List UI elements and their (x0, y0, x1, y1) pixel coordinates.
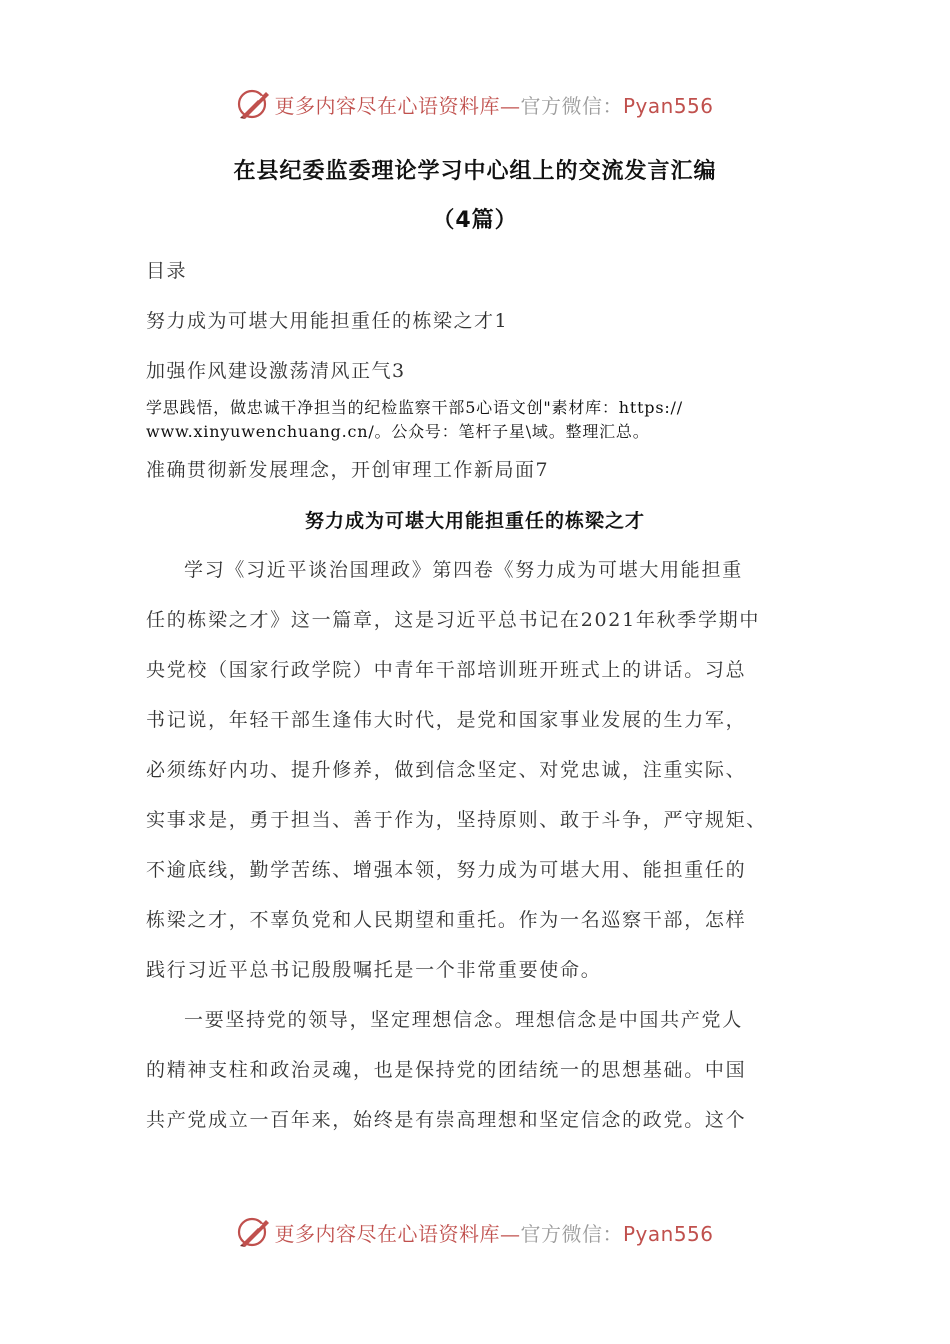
toc-item: 努力成为可堪大用能担重任的栋梁之才1 (146, 310, 509, 332)
paragraph-line: 一要坚持党的领导，坚定理想信念。理想信念是中国共产党人 (184, 1009, 743, 1031)
footer-banner-wechat-label: 官方微信： (520, 1221, 623, 1246)
header-banner-dash: — (499, 93, 521, 118)
pen-logo-icon (236, 1214, 272, 1250)
paragraph-line: 践行习近平总书记殷殷嘱托是一个非常重要使命。 (146, 959, 602, 981)
body-text (146, 557, 826, 1157)
paragraph-line: 书记说，年轻干部生逢伟大时代，是党和国家事业发展的生力军， (146, 709, 747, 731)
toc-item: 准确贯彻新发展理念，开创审理工作新局面7 (146, 459, 550, 481)
footer-banner-dash: — (499, 1221, 521, 1246)
pen-logo-icon (236, 86, 272, 122)
document-title: 在县纪委监委理论学习中心组上的交流发言汇编 (233, 159, 717, 184)
paragraph-line: 实事求是，勇于担当、善于作为，坚持原则、敢于斗争，严守规矩、 (146, 809, 768, 831)
paragraph-line: 不逾底线，勤学苦练、增强本领，努力成为可堪大用、能担重任的 (146, 859, 747, 881)
header-banner-wechat-id: Pyan556 (622, 93, 714, 118)
paragraph-line: 学习《习近平谈治国理政》第四卷《努力成为可堪大用能担重 (184, 559, 743, 581)
paragraph-line: 栋梁之才，不辜负党和人民期望和重托。作为一名巡察干部，怎样 (146, 909, 747, 931)
paragraph-line: 央党校（国家行政学院）中青年干部培训班开班式上的讲话。习总 (146, 659, 747, 681)
footer-banner-text (274, 1218, 713, 1247)
toc-note-line: 学思践悟，做忠诚干净担当的纪检监察干部5心语文创"素材库：https:// (146, 398, 683, 417)
header-banner-wechat-label: 官方微信： (520, 93, 623, 118)
header-banner-text (274, 90, 713, 119)
footer-banner (0, 1212, 950, 1252)
toc-item-note (146, 396, 683, 444)
paragraph-line: 必须练好内功、提升修养，做到信念坚定、对党忠诚，注重实际、 (146, 759, 747, 781)
toc-heading: 目录 (146, 260, 188, 282)
toc-item: 加强作风建设激荡清风正气3 (146, 360, 406, 382)
paragraph-line: 任的栋梁之才》这一篇章，这是习近平总书记在2021年秋季学期中 (146, 609, 761, 631)
toc-note-line: www.xinyuwenchuang.cn/。公众号：笔杆子星\域。整理汇总。 (146, 422, 650, 441)
header-banner (0, 84, 950, 124)
footer-banner-main: 更多内容尽在心语资料库 (274, 1221, 500, 1246)
document-subtitle: （4篇） (432, 208, 518, 233)
paragraph-line: 的精神支柱和政治灵魂，也是保持党的团结统一的思想基础。中国 (146, 1059, 747, 1081)
footer-banner-wechat-id: Pyan556 (622, 1221, 714, 1246)
header-banner-main: 更多内容尽在心语资料库 (274, 93, 500, 118)
section-title: 努力成为可堪大用能担重任的栋梁之才 (304, 510, 645, 532)
paragraph-line: 共产党成立一百年来，始终是有崇高理想和坚定信念的政党。这个 (146, 1109, 747, 1131)
